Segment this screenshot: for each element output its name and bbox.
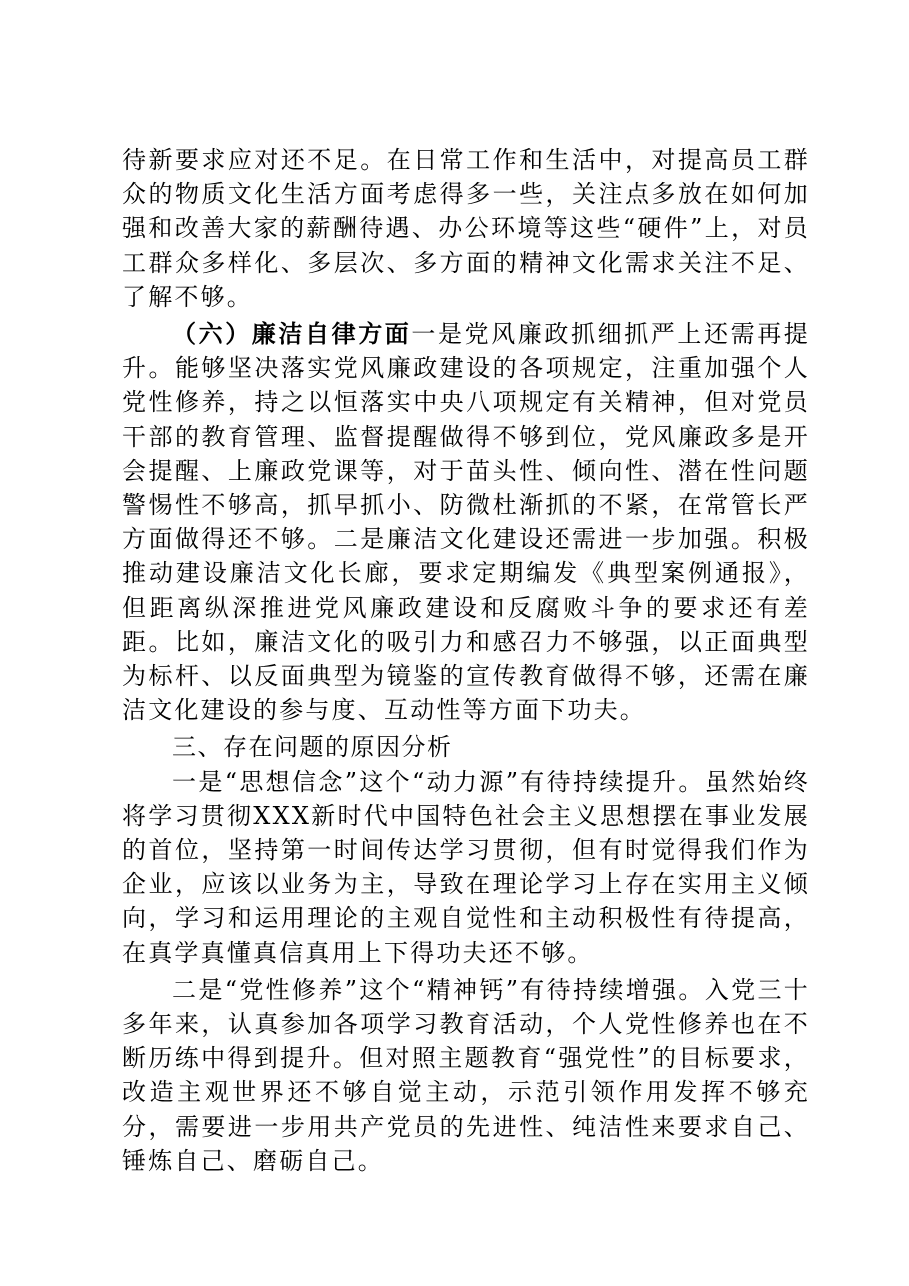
paragraph-reason-2: 二是“党性修养”这个“精神钙”有待持续增强。入党三十多年来，认真参加各项学习教育活动，个人党性修养也在不断历练中得到提升。但对照主题教育“强党性”的目标要求，改造主观世界还不够自觉主动，示范引领作用发挥不够充分，需要进一步用共产党员的先进性、纯洁性来要求自己、锤炼自己、磨砺自己。: [122, 975, 810, 1175]
paragraph-integrity-body: 一是党风廉政抓细抓严上还需再提升。能够坚决落实党风廉政建设的各项规定，注重加强个人党性修养，持之以恒落实中央八项规定有关精神，但对党员干部的教育管理、监督提醒做得不够到位，党风廉政多是开会提醒、上廉政党课等，对于苗头性、倾向性、潜在性问题警惕性不够高，抓早抓小、防微杜渐抓的不紧，在常管长严方面做得还不够。二是廉洁文化建设还需进一步加强。积极推动建设廉洁文化长廊，要求定期编发《典型案例通报》，但距离纵深推进党风廉政建设和反腐败斗争的要求还有差距。比如，廉洁文化的吸引力和感召力不够强，以正面典型为标杆、以反面典型为镜鉴的宣传教育做得不够，还需在廉洁文化建设的参与度、互动性等方面下功夫。: [122, 320, 810, 725]
paragraph-integrity: [122, 317, 810, 727]
paragraph-reason-1: 一是“思想信念”这个“动力源”有待持续提升。虽然始终将学习贯彻XXX新时代中国特色社会主义思想摆在事业发展的首位，坚持第一时间传达学习贯彻，但有时觉得我们作为企业，应该以业务为主，导致在理论学习上存在实用主义倾向，学习和运用理论的主观自觉性和主动积极性有待提高，在真学真懂真信真用上下得功夫还不够。: [122, 767, 810, 967]
section-heading-cause-analysis: 三、存在问题的原因分析: [172, 733, 453, 762]
document-page: [122, 143, 810, 1178]
paragraph-continued: 待新要求应对还不足。在日常工作和生活中，对提高员工群众的物质文化生活方面考虑得多一些，关注点多放在如何加强和改善大家的薪酬待遇、办公环境等这些“硬件”上，对员工群众多样化、多层次、多方面的精神文化需求关注不足、了解不够。: [122, 146, 810, 311]
paragraph-integrity-lead: （六）廉洁自律方面: [172, 319, 412, 349]
